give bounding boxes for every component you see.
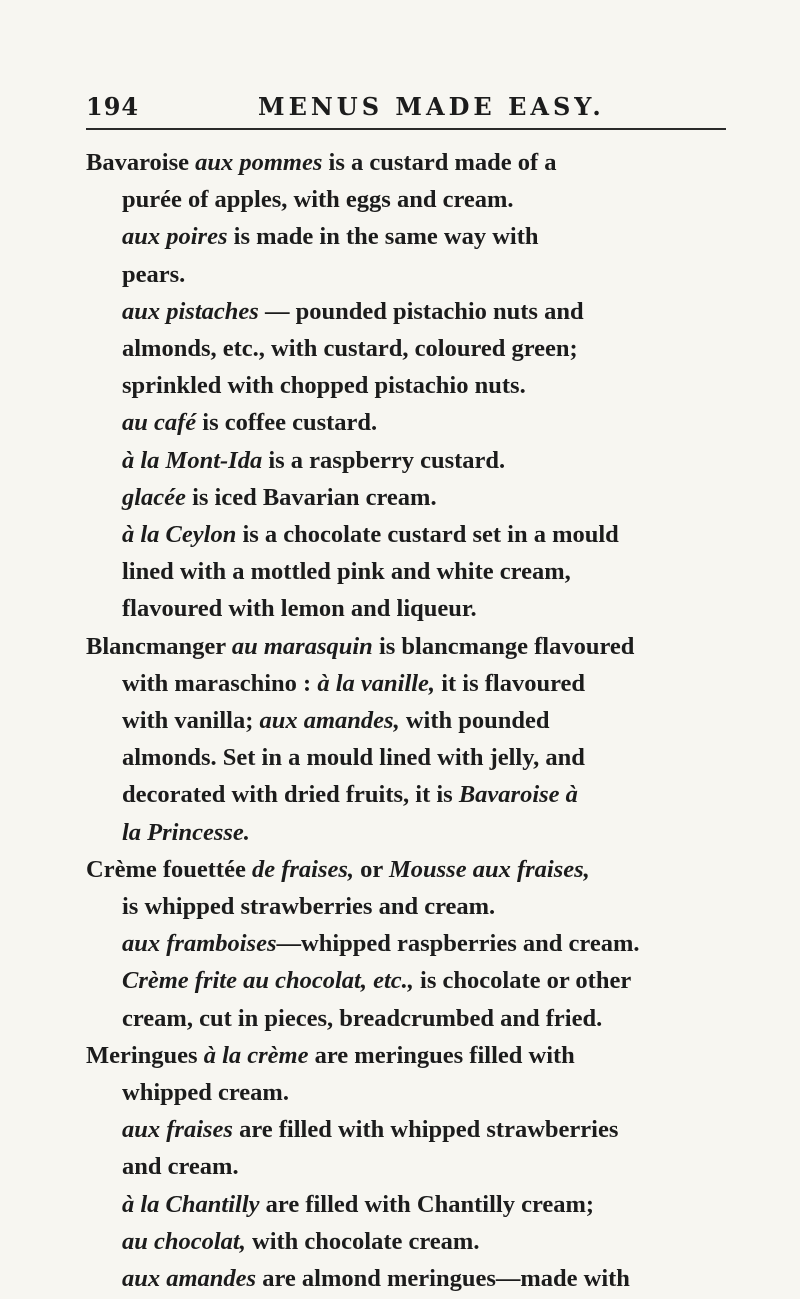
text-run: and cream.	[122, 1153, 239, 1181]
text-run: is made in the same way with	[227, 223, 539, 251]
text-run: Meringues	[86, 1041, 204, 1069]
text-line	[122, 701, 550, 741]
italic-phrase: au café	[122, 409, 197, 437]
page-header	[0, 84, 800, 120]
text-run: is coffee custard.	[196, 409, 378, 437]
text-run: is a chocolate custard set in a mould	[236, 521, 619, 548]
text-line	[122, 1110, 618, 1150]
text-run: Blancmanger	[86, 632, 232, 660]
italic-phrase: aux fraises	[122, 1116, 233, 1144]
text-run: Bavaroise	[86, 149, 196, 176]
text-line	[122, 1073, 289, 1113]
running-title: MENUS MADE EASY.	[258, 92, 605, 121]
text-run: lined with a mottled pink and white cream,	[122, 558, 571, 586]
text-line	[122, 180, 514, 220]
header-rule	[86, 128, 726, 130]
text-run: are filled with Chantilly cream;	[259, 1190, 595, 1218]
text-run: cream, cut in pieces, breadcrumbed and fried.	[122, 1004, 603, 1032]
text-run: is blancmange flavoured	[372, 632, 635, 660]
text-line	[122, 887, 495, 927]
text-line	[122, 924, 639, 964]
italic-phrase: aux framboises	[122, 930, 277, 958]
text-run: flavoured with lemon and liqueur.	[122, 595, 477, 623]
text-line	[122, 255, 185, 295]
text-line	[122, 961, 631, 1001]
text-line	[122, 1147, 239, 1187]
text-line	[122, 1185, 594, 1225]
italic-phrase: Bavaroise à	[458, 781, 578, 809]
text-line	[122, 515, 619, 555]
text-run: purée of apples, with eggs and cream.	[122, 186, 514, 214]
text-run: are almond meringues—made with	[256, 1265, 630, 1292]
text-line	[122, 329, 578, 369]
text-run: with maraschino :	[122, 669, 318, 697]
text-line	[122, 1259, 630, 1299]
text-line	[122, 813, 250, 853]
text-run: is iced Bavarian cream.	[185, 483, 437, 511]
italic-phrase: à la Mont-Ida	[122, 446, 263, 474]
text-line	[122, 403, 377, 443]
italic-phrase: de fraises,	[251, 855, 355, 883]
text-run: Crème fouettée	[86, 855, 252, 883]
text-line	[122, 292, 584, 332]
text-run: pears.	[122, 260, 186, 288]
text-run: is a custard made of a	[322, 149, 557, 176]
italic-phrase: à la Chantilly	[122, 1190, 260, 1218]
text-line	[122, 738, 585, 778]
text-run: sprinkled with chopped pistachio nuts.	[122, 372, 526, 400]
italic-phrase: Mousse aux fraises,	[388, 855, 590, 883]
italic-phrase: glacée	[122, 483, 186, 511]
text-line	[122, 441, 505, 481]
text-run: is a raspberry custard.	[262, 446, 506, 474]
text-run: it is flavoured	[435, 669, 586, 697]
text-run: —whipped raspberries and cream.	[276, 930, 640, 958]
text-line	[122, 775, 578, 815]
text-run: are filled with whipped strawberries	[232, 1116, 619, 1144]
text-run: with pounded	[399, 707, 550, 734]
text-run: are meringues filled with	[308, 1041, 575, 1069]
text-run: is whipped strawberries and cream.	[122, 893, 496, 920]
text-line	[122, 664, 585, 704]
italic-phrase: aux amandes,	[259, 707, 400, 734]
text-run: — pounded pistachio nuts and	[258, 297, 584, 325]
text-line	[122, 1222, 479, 1262]
italic-phrase: aux pistaches	[122, 297, 259, 325]
text-line	[122, 999, 602, 1039]
text-run: or	[354, 855, 389, 883]
italic-phrase: à la vanille,	[317, 669, 436, 697]
text-run: with chocolate cream.	[245, 1227, 480, 1255]
text-run: decorated with dried fruits, it is	[122, 781, 459, 809]
text-run: is chocolate or other	[413, 967, 632, 995]
text-line	[86, 1036, 575, 1076]
text-line	[122, 217, 539, 257]
text-run: whipped cream.	[122, 1079, 289, 1106]
italic-phrase: au marasquin	[231, 632, 373, 660]
text-line	[86, 143, 557, 183]
text-line	[122, 552, 571, 592]
italic-phrase: à la crème	[203, 1041, 309, 1069]
italic-phrase: aux pommes	[195, 149, 323, 176]
text-run: almonds. Set in a mould lined with jelly, and	[122, 744, 585, 772]
text-run: almonds, etc., with custard, coloured green;	[122, 335, 578, 362]
text-line	[86, 850, 590, 890]
text-line	[122, 589, 477, 629]
text-line	[122, 366, 526, 406]
text-line	[122, 478, 437, 518]
text-run: with vanilla;	[122, 707, 260, 734]
italic-phrase: Crème frite au chocolat, etc.,	[122, 967, 414, 995]
italic-phrase: au chocolat,	[122, 1227, 246, 1255]
italic-phrase: à la Ceylon	[122, 521, 237, 548]
italic-phrase: la Princesse.	[122, 818, 250, 846]
italic-phrase: aux amandes	[122, 1265, 257, 1292]
italic-phrase: aux poires	[122, 223, 228, 251]
page-number: 194	[86, 92, 140, 121]
text-line	[86, 627, 634, 667]
